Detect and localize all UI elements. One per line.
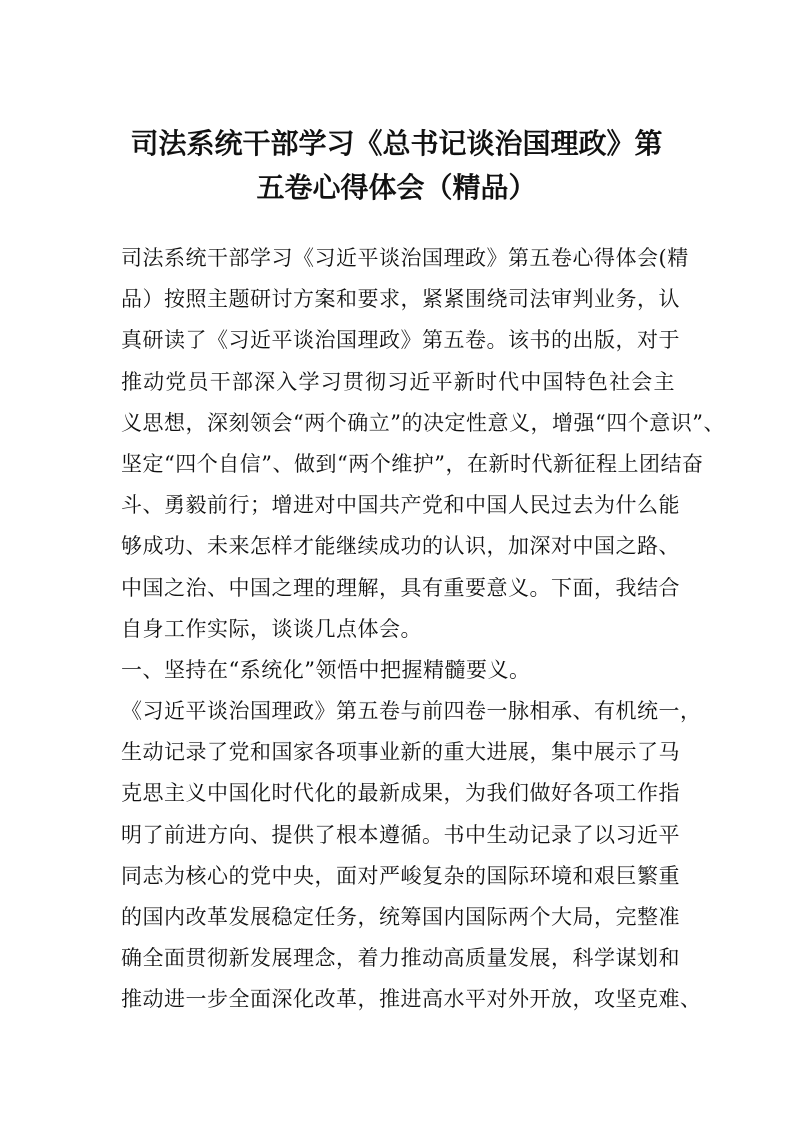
body-line: 真研读了《习近平谈治国理政》第五卷。该书的出版，对于: [121, 328, 680, 353]
body-line: 生动记录了党和国家各项事业新的重大进展，集中展示了马: [121, 740, 680, 765]
body-line: 够成功、未来怎样才能继续成功的认识，加深对中国之路、: [121, 534, 680, 559]
body-line: 司法系统干部学习《习近平谈治国理政》第五卷心得体会(精: [121, 246, 689, 270]
body-line: 品）按照主题研讨方案和要求，紧紧围绕司法审判业务，认: [121, 287, 680, 312]
body-line: 推动党员干部深入学习贯彻习近平新时代中国特色社会主: [121, 369, 675, 394]
title-line-1: 司法系统干部学习《总书记谈治国理政》第: [130, 127, 663, 160]
section-heading: 一、坚持在“系统化”领悟中把握精髓要义。: [121, 657, 531, 682]
body-line: 坚定“四个自信”、做到“两个维护”，在新时代新征程上团结奋: [121, 451, 704, 476]
body-line: 明了前进方向、提供了根本遵循。书中生动记录了以习近平: [121, 822, 680, 847]
body-line: 推动进一步全面深化改革，推进高水平对外开放，攻坚克难、: [121, 987, 702, 1012]
body-line: 同志为核心的党中央，面对严峻复杂的国际环境和艰巨繁重: [121, 863, 680, 888]
body-line: 斗、勇毅前行；增进对中国共产党和中国人民过去为什么能: [121, 493, 680, 518]
body-line: 的国内改革发展稳定任务，统筹国内国际两个大局，完整准: [121, 905, 680, 929]
body-line: 克思主义中国化时代化的最新成果，为我们做好各项工作指: [121, 781, 680, 806]
body-line: 中国之治、中国之理的理解，具有重要意义。下面，我结合: [121, 575, 680, 600]
title-line-2: 五卷心得体会（精品）: [256, 171, 537, 204]
body-line: 自身工作实际，谈谈几点体会。: [121, 616, 422, 641]
document-body: [121, 238, 725, 1021]
document-title: [100, 122, 693, 210]
body-line: 义思想，深刻领会“两个确立”的决定性意义，增强“四个意识”、: [121, 410, 725, 435]
body-line: 确全面贯彻新发展理念，着力推动高质量发展，科学谋划和: [121, 946, 680, 971]
body-line: 《习近平谈治国理政》第五卷与前四卷一脉相承、有机统一，: [121, 699, 702, 724]
